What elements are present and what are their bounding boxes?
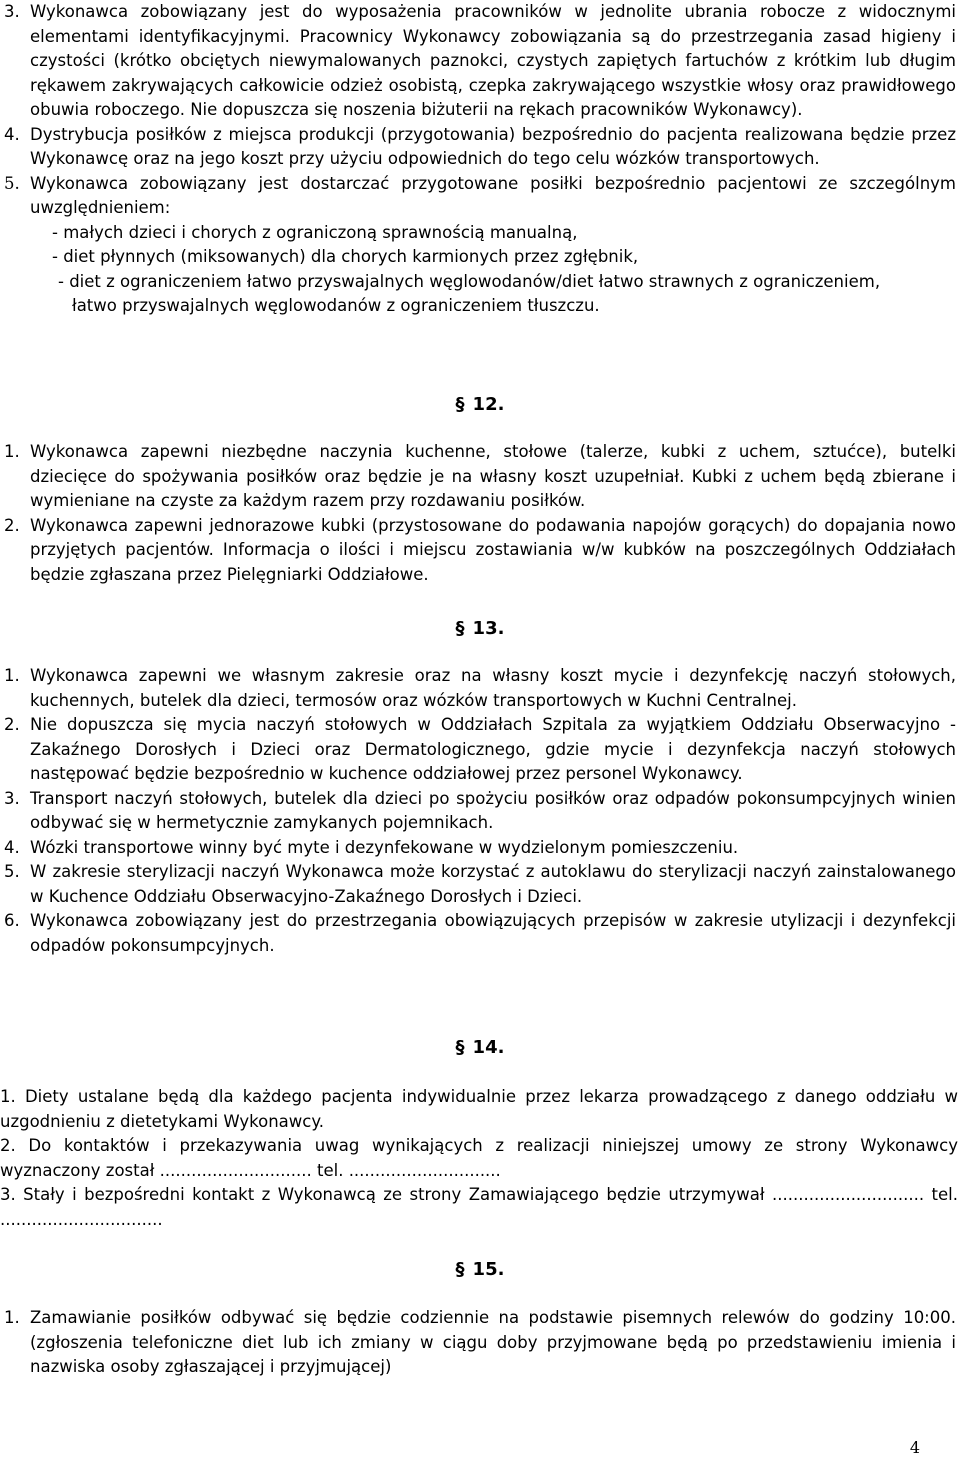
item-number: 2.	[4, 515, 20, 535]
section-heading	[0, 1258, 960, 1283]
item-number: 3.	[4, 788, 20, 808]
list-item	[4, 836, 956, 861]
section-11	[4, 0, 956, 319]
item-text: Zamawianie posiłków odbywać się będzie codziennie na podstawie pisemnych relewów do godziny 10:00. (zgłoszenia telefoniczne diet lub ich zmiany w ciągu doby przyjmowane będą po przedstawieniu imienia i nazwiska osoby zgłaszającej i przyjmującej)	[30, 1308, 956, 1376]
page-number: 4	[909, 1438, 920, 1457]
item-text: Wykonawca zapewni jednorazowe kubki (przystosowane do podawania napojów gorących) do dopajania nowo przyjętych pacjentów. Informacja o ilości i miejscu zostawiania w/w kubków na poszczególnych Oddziałach będzie zgłaszana przez Pielęgniarki Oddziałowe.	[30, 515, 956, 584]
section-number: 14.	[472, 1037, 505, 1058]
section-number: 12.	[472, 394, 505, 415]
paragraph: 1. Diety ustalane będą dla każdego pacjenta indywidualnie przez lekarza prowadzącego z danego oddziału w uzgodnieniu z dietetykami Wykonawcy.	[0, 1087, 958, 1131]
dash-item: - małych dzieci i chorych z ograniczoną sprawnością manualną,	[52, 222, 578, 242]
list-item	[4, 664, 956, 713]
section-number: 13.	[472, 618, 505, 639]
list-item	[4, 172, 956, 221]
item-text: Wykonawca zapewni we własnym zakresie oraz na własny koszt mycie i dezynfekcję naczyń stołowych, kuchennych, butelek dla dzieci, termosów oraz wózków transportowych w Kuchni Centralnej.	[30, 666, 956, 710]
list-item	[4, 1306, 956, 1380]
item-text: Nie dopuszcza się mycia naczyń stołowych w Oddziałach Szpitala za wyjątkiem Oddziału Obserwacyjno - Zakaźnego Dorosłych i Dzieci oraz Dermatologicznego, gdzie mycie i dezynfekcja naczyń stołowych następować będzie bezpośrednio w kuchence oddziałowej przez personel Wykonawcy.	[30, 715, 956, 783]
section-number: 15.	[472, 1259, 505, 1280]
item-text: Wózki transportowe winny być myte i dezynfekowane w wydzielonym pomieszczeniu.	[30, 837, 739, 857]
paragraph-sign: §	[455, 394, 465, 415]
list-item	[4, 123, 956, 172]
item-number: 5.	[4, 173, 20, 193]
list-item	[4, 909, 956, 958]
paragraph: 2. Do kontaktów i przekazywania uwag wynikających z realizacji niniejszej umowy ze strony Wykonawcy wyznaczony został ............................. tel. .............................	[0, 1136, 958, 1180]
item-number: 4.	[4, 837, 20, 857]
paragraph: 3. Stały i bezpośredni kontakt z Wykonawcą ze strony Zamawiającego będzie utrzymywał ............................. tel. ...............................	[0, 1185, 958, 1229]
list-item	[4, 440, 956, 514]
paragraph-sign: §	[455, 1037, 465, 1058]
section-13	[4, 664, 956, 958]
item-text: Transport naczyń stołowych, butelek dla dzieci po spożyciu posiłków oraz odpadów pokonsumpcyjnych winien odbywać się w hermetycznie zamykanych pojemnikach.	[30, 788, 956, 832]
item-number: 5.	[4, 862, 20, 881]
item-text: Wykonawca zapewni niezbędne naczynia kuchenne, stołowe (talerze, kubki z uchem, sztućce), butelki dziecięce do spożywania posiłków oraz będzie je na własny koszt uzupełniał. Kubki z uchem będą zbierane i wymieniane na czyste za każdym razem przy rozdawaniu posiłków.	[30, 442, 956, 510]
section-14	[0, 1085, 958, 1232]
item-number: 1.	[4, 1308, 20, 1327]
section-heading	[0, 393, 960, 418]
list-item	[4, 860, 956, 909]
item-text: W zakresie sterylizacji naczyń Wykonawca może korzystać z autoklawu do sterylizacji naczyń zainstalowanego w Kuchence Oddziału Obserwacyjno-Zakaźnego Dorosłych i Dzieci.	[30, 862, 956, 906]
item-text: Dystrybucja posiłków z miejsca produkcji (przygotowania) bezpośrednio do pacjenta realizowana będzie przez Wykonawcę oraz na jego koszt przy użyciu odpowiednich do tego celu wózków transportowych.	[30, 124, 956, 168]
item-text: Wykonawca zobowiązany jest do przestrzegania obowiązujących przepisów w zakresie utylizacji i dezynfekcji odpadów pokonsumpcyjnych.	[30, 911, 956, 955]
item-text: Wykonawca zobowiązany jest dostarczać przygotowane posiłki bezpośrednio pacjentowi ze szczególnym uwzględnieniem:	[30, 173, 956, 217]
section-12	[4, 440, 956, 587]
dash-item: - diet płynnych (miksowanych) dla chorych karmionych przez zgłębnik,	[52, 247, 639, 266]
item-number: 3.	[4, 2, 20, 21]
item-text: Wykonawca zobowiązany jest do wyposażenia pracowników w jednolite ubrania robocze z widocznymi elementami identyfikacyjnymi. Pracownicy Wykonawcy zobowiązania są do przestrzegania zasad higieny i czystości (krótko obciętych niewymalowanych paznokci, czystych zapiętych fartuchów z krótkim lub długim rękawem zakrywających całkowicie odzież osobistą, czepka zakrywającego wszystkie włosy oraz prawidłowego obuwia roboczego. Nie dopuszcza się noszenia biżuterii na rękach pracowników Wykonawcy).	[30, 2, 956, 119]
item-number: 1.	[4, 666, 20, 685]
item-number: 1.	[4, 442, 20, 461]
section-15	[4, 1306, 956, 1380]
section-heading	[0, 617, 960, 642]
item-number: 2.	[4, 715, 20, 734]
list-item	[4, 514, 956, 588]
dash-item-continuation: łatwo przyswajalnych węglowodanów z ograniczeniem tłuszczu.	[72, 296, 600, 315]
paragraph-sign: §	[455, 618, 465, 639]
section-heading	[0, 1036, 960, 1061]
dash-item: - diet z ograniczeniem łatwo przyswajalnych węglowodanów/diet łatwo strawnych z ograniczeniem,	[58, 271, 881, 291]
list-item	[4, 0, 956, 123]
item-number: 4.	[4, 124, 20, 144]
list-item	[4, 787, 956, 836]
paragraph-sign: §	[455, 1259, 465, 1280]
list-item	[4, 713, 956, 787]
item-number: 6.	[4, 911, 20, 930]
